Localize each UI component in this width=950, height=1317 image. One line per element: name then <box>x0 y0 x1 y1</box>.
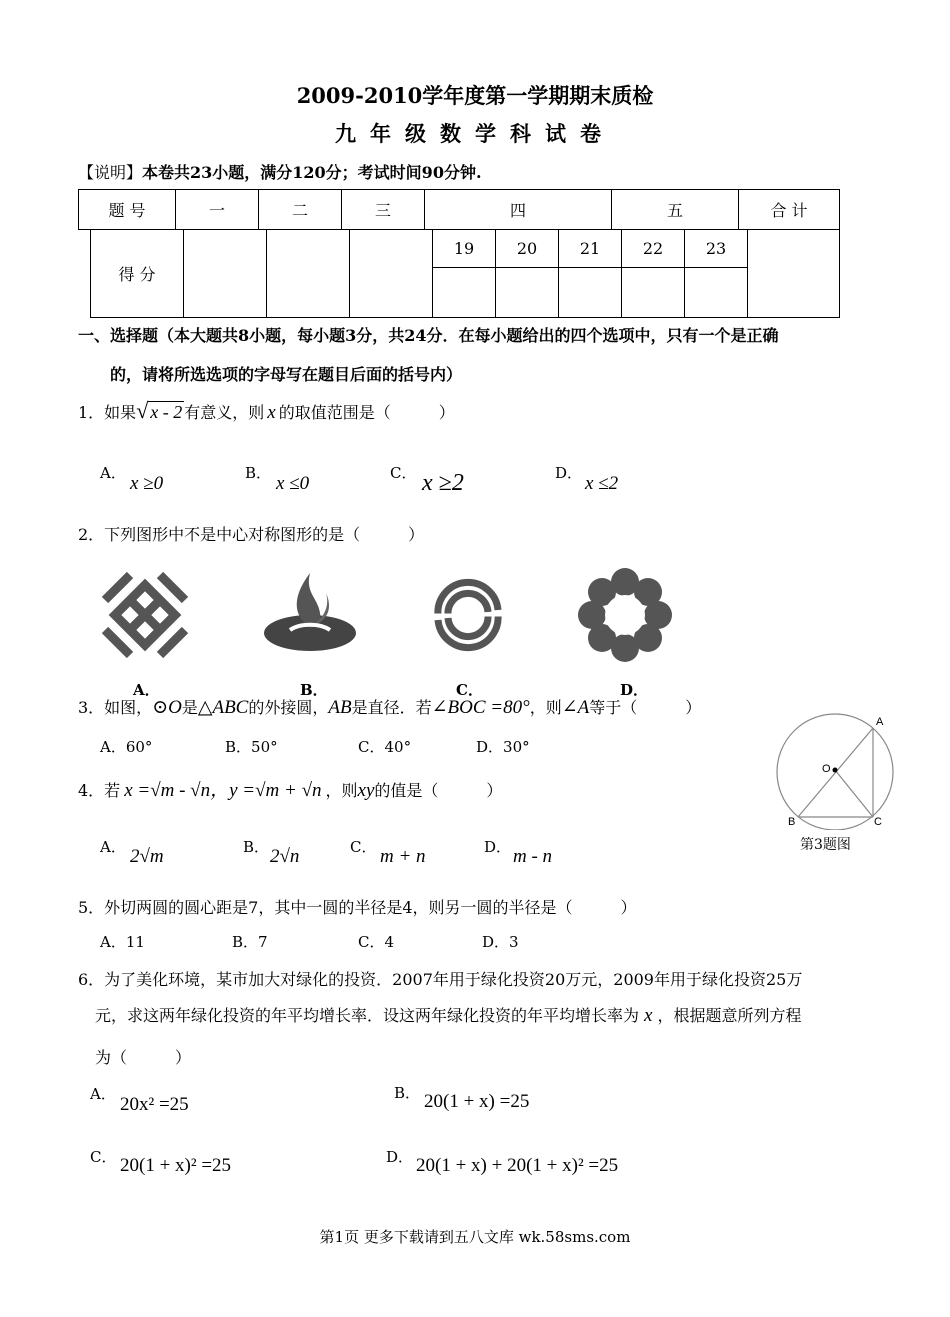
score-cell[interactable] <box>496 268 559 318</box>
q1-option-b-label: B． <box>245 464 272 482</box>
question-4 <box>78 775 502 802</box>
knot-logo-icon <box>100 570 190 660</box>
q3-angle: ∠BOC =80° <box>431 697 530 718</box>
q6-option-c-label: C． <box>90 1148 117 1166</box>
q4-t1: ，则 <box>325 781 358 800</box>
sqrt-icon: √ <box>136 398 149 423</box>
q1-option-a-label: A． <box>100 464 126 482</box>
score-cell[interactable] <box>685 268 748 318</box>
q4-equation: x =√m - √n，y =√m + √n <box>124 780 322 801</box>
score-table-body <box>90 229 840 318</box>
q3-triangle: △ABC <box>197 697 249 718</box>
page-footer: 第1页 更多下载请到五八文库 wk.58sms.com <box>319 1228 631 1246</box>
q4-option-b[interactable]: 2√n <box>270 846 300 867</box>
swirl-logo-icon <box>423 570 513 660</box>
score-cell[interactable] <box>559 268 622 318</box>
point-b-label: B <box>788 816 796 828</box>
q4-option-b-label: B． <box>243 838 270 856</box>
q4-option-c[interactable]: m + n <box>380 846 426 867</box>
question-1 <box>78 398 455 424</box>
q6-line2a: 元，求这两年绿化投资的年平均增长率．设这两年绿化投资的年平均增长率为 <box>95 1006 640 1025</box>
question-5: 5．外切两圆的圆心距是7，其中一圆的半径是4，则另一圆的半径是（ ） <box>78 898 637 917</box>
question-6-line2 <box>95 1003 801 1027</box>
q3-circle: ⊙O <box>152 697 182 718</box>
header-cell: 三 <box>342 190 425 230</box>
sub-number: 21 <box>559 230 622 268</box>
header-cell: 五 <box>612 190 739 230</box>
score-cell[interactable] <box>622 268 685 318</box>
q4-suffix: 的值是（ ） <box>374 781 503 800</box>
flame-logo-icon <box>260 568 360 658</box>
q1-suffix: 的取值范围是（ ） <box>278 403 455 422</box>
q4-xy: xy <box>357 780 375 801</box>
point-a-label: A <box>876 716 884 728</box>
q2-option-b[interactable]: B． <box>300 681 328 699</box>
sub-number: 22 <box>622 230 685 268</box>
q3-t1: 是 <box>181 698 198 717</box>
exam-note <box>78 160 482 183</box>
question-6-line3: 为（ ） <box>95 1048 192 1067</box>
q5-option-c[interactable]: C．4 <box>358 933 395 951</box>
q4-option-d[interactable]: m - n <box>513 846 553 867</box>
q6-option-b[interactable]: 20(1 + x) =25 <box>424 1091 530 1112</box>
point-o-label: O <box>822 763 831 775</box>
q3-t2: 的外接圆， <box>248 698 329 717</box>
q6-var: x <box>644 1005 653 1026</box>
q4-prefix: 4．若 <box>78 781 121 800</box>
q5-option-b[interactable]: B．7 <box>232 933 268 951</box>
q4-option-a-label: A． <box>100 838 126 856</box>
q1-option-d-label: D． <box>555 464 583 482</box>
q3-prefix: 3．如图， <box>78 698 153 717</box>
header-cell: 四 <box>425 190 612 230</box>
header-cell: 题 号 <box>79 190 176 230</box>
exam-subtitle: 九年级数学科试卷 <box>335 121 615 146</box>
q6-option-c[interactable]: 20(1 + x)² =25 <box>120 1155 232 1176</box>
question-3 <box>78 695 701 719</box>
sub-number: 23 <box>685 230 748 268</box>
q1-var: x <box>267 402 276 423</box>
q1-prefix: 1．如果 <box>78 403 137 422</box>
header-cell: 一 <box>176 190 259 230</box>
q3-option-a[interactable]: A．60° <box>100 738 153 756</box>
total-score-cell[interactable] <box>748 230 840 318</box>
q5-option-d[interactable]: D．3 <box>482 933 519 951</box>
q3-figure-caption: 第3题图 <box>800 837 851 853</box>
q6-option-a[interactable]: 20x² =25 <box>120 1094 189 1115</box>
sub-number: 20 <box>496 230 559 268</box>
score-cell[interactable] <box>184 230 267 318</box>
q6-option-d-label: D． <box>386 1148 414 1166</box>
q1-option-b[interactable]: x ≤0 <box>276 473 310 494</box>
q3-option-d[interactable]: D．30° <box>476 738 530 756</box>
sub-number: 19 <box>433 230 496 268</box>
q1-option-d[interactable]: x ≤2 <box>585 473 619 494</box>
q3-option-c[interactable]: C．40° <box>358 738 412 756</box>
q2-option-c[interactable]: C． <box>456 681 483 699</box>
q3-option-b[interactable]: B．50° <box>225 738 278 756</box>
q1-option-a[interactable]: x ≥0 <box>130 473 164 494</box>
note-label: 【说明】 <box>78 163 143 182</box>
point-c-label: C <box>874 816 882 828</box>
q6-option-d[interactable]: 20(1 + x) + 20(1 + x)² =25 <box>416 1155 619 1176</box>
q3-t5: 等于（ ） <box>589 698 702 717</box>
question-2: 2．下列图形中不是中心对称图形的是（ ） <box>78 525 425 544</box>
q3-figure <box>770 710 900 830</box>
q1-radicand: x - 2 <box>150 402 183 422</box>
score-cell[interactable] <box>267 230 350 318</box>
flower-logo-icon <box>578 568 672 662</box>
q1-option-c[interactable]: x ≥2 <box>422 470 464 496</box>
question-6-line1: 6．为了美化环境，某市加大对绿化的投资．2007年用于绿化投资20万元，2009年用于绿化投资25万 <box>78 970 803 989</box>
q6-option-b-label: B． <box>394 1084 421 1102</box>
header-cell: 二 <box>259 190 342 230</box>
q4-option-d-label: D． <box>484 838 512 856</box>
q6-line2b: ，根据题意所列方程 <box>657 1006 802 1025</box>
section-heading: 一、选择题（本大题共8小题，每小题3分，共24分．在每小题给出的四个选项中，只有一个是正确 <box>78 326 779 345</box>
q2-option-d[interactable]: D． <box>620 681 649 699</box>
q3-angle-a: ∠A <box>561 697 590 718</box>
score-table-header <box>78 189 840 230</box>
q1-option-c-label: C． <box>390 464 417 482</box>
exam-title: 2009-2010学年度第一学期期末质检 <box>296 83 654 108</box>
score-cell[interactable] <box>350 230 433 318</box>
q6-option-a-label: A． <box>90 1085 116 1103</box>
q3-t3: 是直径．若 <box>351 698 432 717</box>
q1-mid: 有意义，则 <box>184 403 265 422</box>
score-cell[interactable] <box>433 268 496 318</box>
header-cell: 合 计 <box>739 190 840 230</box>
score-row-label: 得 分 <box>91 230 184 318</box>
q5-option-a[interactable]: A．11 <box>100 933 145 951</box>
note-text: 本卷共23小题，满分120分；考试时间90分钟. <box>142 163 482 182</box>
q2-option-a[interactable]: A． <box>133 681 160 699</box>
q3-t4: ，则 <box>529 698 562 717</box>
q3-ab: AB <box>328 697 352 718</box>
section-heading-cont: 的，请将所选选项的字母写在题目后面的括号内） <box>110 365 463 384</box>
q4-option-a[interactable]: 2√m <box>130 846 164 867</box>
q4-option-c-label: C． <box>350 838 377 856</box>
